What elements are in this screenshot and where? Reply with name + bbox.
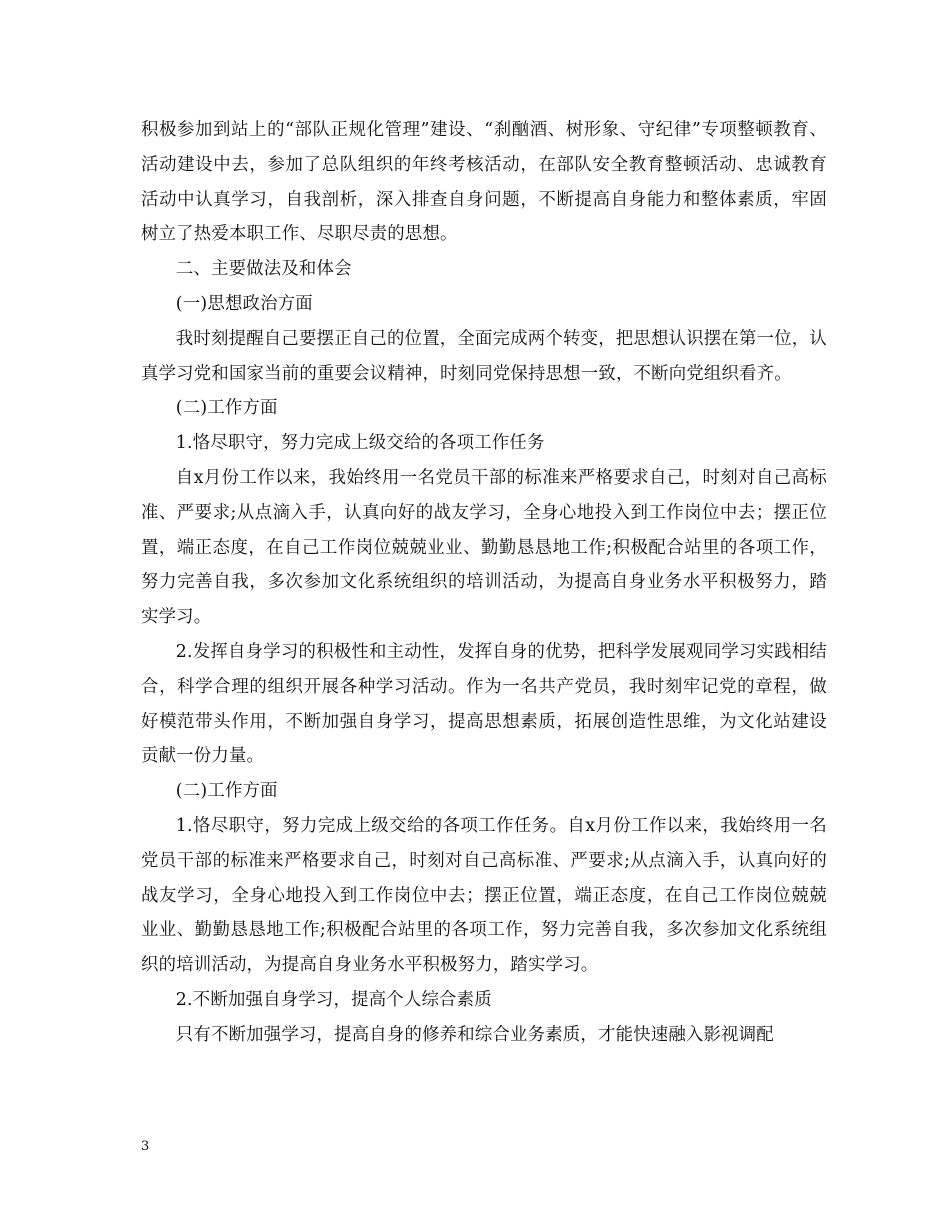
subsection-heading-political-thought: (一)思想政治方面 (175, 293, 313, 314)
subsection-heading-work: (二)工作方面 (175, 398, 278, 419)
paragraph-study-initiative: 2.发挥自身学习的积极性和主动性，发挥自身的优势，把科学发展观同学习实践相结合，科学合理的组织开展各种学习活动。作为一名共产党员，我时刻牢记党的章程，做好模范带头作用，不断加强自身学习，提高思想素质，拓展创造性思维，为文化站建设贡献一份力量。 (141, 641, 827, 767)
paragraph-continuation: 积极参加到站上的“部队正规化管理”建设、“刹酗酒、树形象、守纪律”专项整顿教育、活动建设中去，参加了总队组织的年终考核活动，在部队安全教育整顿活动、忠诚教育活动中认真学习，自我剖析，深入排查自身问题，不断提高自身能力和整体素质，牢固树立了热爱本职工作、尽职尽责的思想。 (141, 120, 827, 245)
document-body (141, 113, 827, 1053)
paragraph-duty-repeat: 1.恪尽职守，努力完成上级交给的各项工作任务。自x月份工作以来，我始终用一名党员干部的标准来严格要求自己，时刻对自己高标准、严要求;从点滴入手，认真向好的战友学习，全身心地投入到工作岗位中去；摆正位置，端正态度，在自己工作岗位兢兢业业、勤勤恳恳地工作;积极配合站里的各项工作，努力完善自我，多次参加文化系统组织的培训活动，为提高自身业务水平积极努力，踏实学习。 (141, 815, 827, 976)
paragraph-political-thought: 我时刻提醒自己要摆正自己的位置，全面完成两个转变，把思想认识摆在第一位，认真学习党和国家当前的重要会议精神，时刻同党保持思想一致，不断向党组织看齐。 (141, 328, 827, 384)
item-heading-self-study: 2.不断加强自身学习，提高个人综合素质 (175, 989, 492, 1010)
item-heading-duty: 1.恪尽职守，努力完成上级交给的各项工作任务 (175, 433, 545, 454)
paragraph-self-study: 只有不断加强学习，提高自身的修养和综合业务素质，才能快速融入影视调配 (175, 1024, 774, 1045)
page-number: 3 (141, 1139, 150, 1154)
subsection-heading-work-repeat: (二)工作方面 (175, 781, 278, 802)
paragraph-duty: 自x月份工作以来，我始终用一名党员干部的标准来严格要求自己，时刻对自己高标准、严要求;从点滴入手，认真向好的战友学习，全身心地投入到工作岗位中去；摆正位置，端正态度，在自己工作岗位兢兢业业、勤勤恳恳地工作;积极配合站里的各项工作，努力完善自我，多次参加文化系统组织的培训活动，为提高自身业务水平积极努力，踏实学习。 (141, 467, 827, 628)
section-heading-main-practices: 二、主要做法及和体会 (175, 259, 352, 280)
